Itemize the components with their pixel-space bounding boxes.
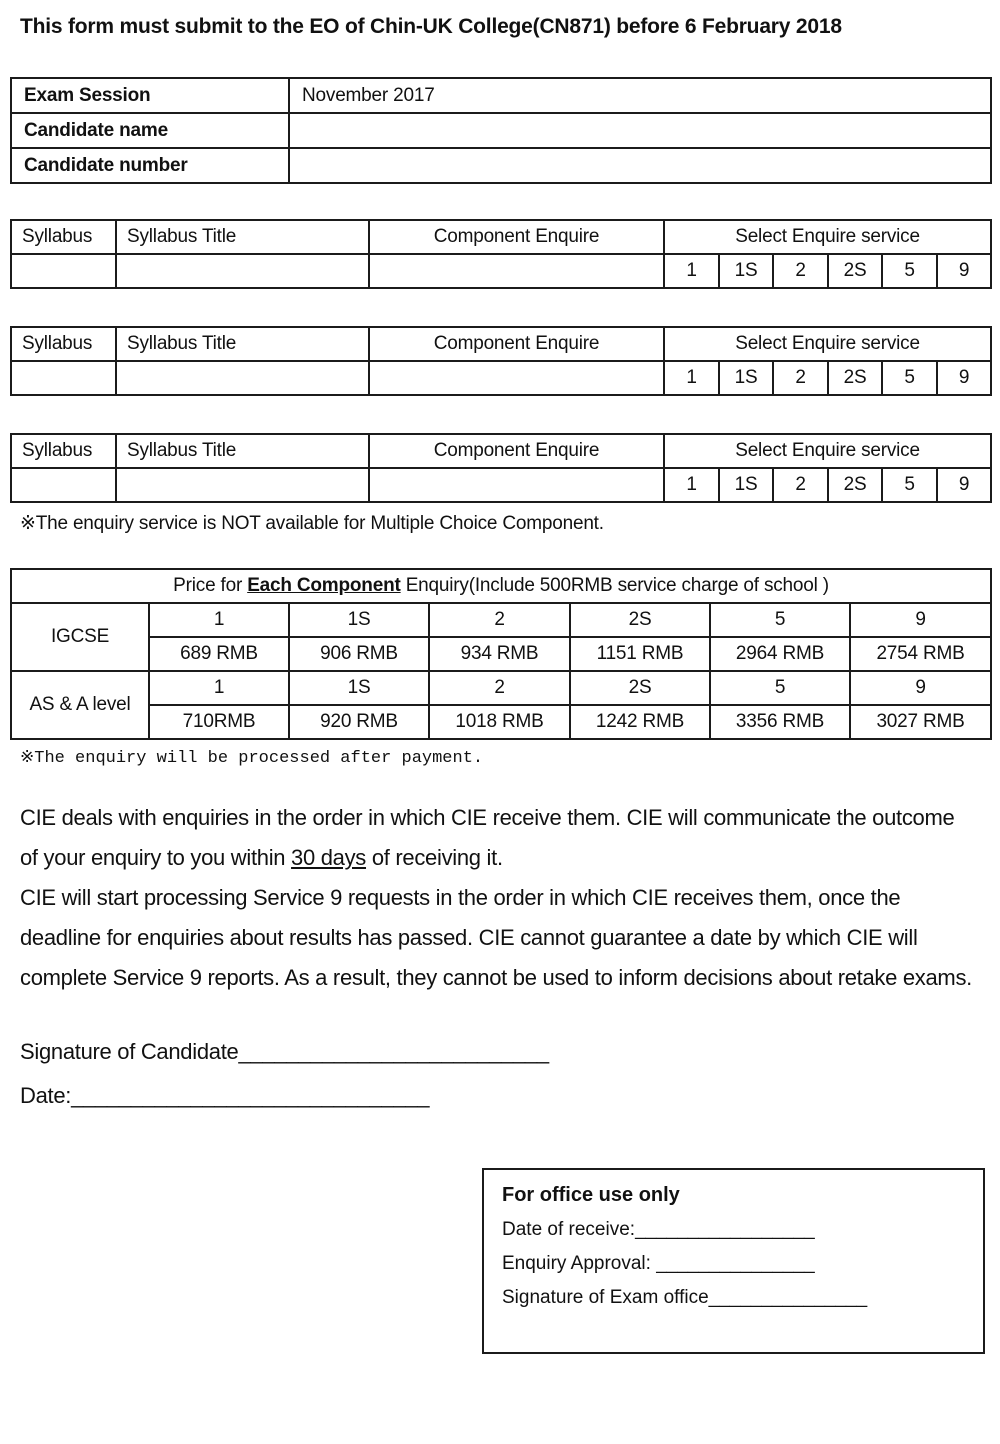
date-of-receive-blank[interactable]: _________________ [635, 1219, 815, 1240]
syllabus-title-col-header: Syllabus Title [116, 327, 369, 361]
component-enquire-col-header: Component Enquire [369, 327, 664, 361]
syllabus-title-col-header: Syllabus Title [116, 434, 369, 468]
candidate-number-field[interactable] [289, 148, 991, 183]
component-input-cell[interactable] [369, 468, 664, 502]
exam-session-value: November 2017 [289, 78, 991, 113]
table-row [11, 637, 991, 671]
igcse-label: IGCSE [11, 603, 149, 671]
signature-of-candidate-line [20, 1030, 980, 1074]
table-row [11, 468, 991, 502]
syllabus-input-cell[interactable] [11, 254, 116, 288]
table-row [11, 78, 991, 113]
service-code-cell[interactable]: 1 [664, 468, 719, 502]
price-table [10, 568, 992, 740]
page-title: This form must submit to the EO of Chin-UK College(CN871) before 6 February 2018 [20, 15, 842, 38]
service-code-cell[interactable]: 2S [828, 468, 882, 502]
multiple-choice-note: ※The enquiry service is NOT available for Multiple Choice Component. [20, 513, 604, 534]
table-row [11, 671, 991, 705]
syllabus-table-2 [10, 326, 992, 396]
service-code-cell[interactable]: 2S [828, 361, 882, 395]
service-code-cell[interactable]: 2S [828, 254, 882, 288]
table-row [11, 254, 991, 288]
payment-note: ※The enquiry will be processed after payment. [20, 749, 484, 768]
component-enquire-col-header: Component Enquire [369, 434, 664, 468]
syllabus-title-input-cell[interactable] [116, 254, 369, 288]
service-code-cell: 5 [710, 671, 850, 705]
component-enquire-col-header: Component Enquire [369, 220, 664, 254]
select-service-col-header: Select Enquire service [664, 327, 991, 361]
price-cell: 3027 RMB [850, 705, 991, 739]
price-cell: 2754 RMB [850, 637, 991, 671]
service-code-cell: 2 [429, 671, 570, 705]
syllabus-title-col-header: Syllabus Title [116, 220, 369, 254]
paragraph-1 [20, 798, 972, 878]
date-line [20, 1074, 980, 1118]
price-header-suffix: Enquiry(Include 500RMB service charge of school ) [400, 575, 829, 596]
service-code-cell[interactable]: 1S [719, 361, 773, 395]
service-code-cell[interactable]: 1 [664, 254, 719, 288]
service-code-cell: 9 [850, 603, 991, 637]
office-use-box [482, 1168, 985, 1354]
service-code-cell: 5 [710, 603, 850, 637]
paragraph-1-end: of receiving it. [366, 845, 503, 870]
signature-block [20, 1030, 980, 1118]
syllabus-col-header: Syllabus [11, 327, 116, 361]
candidate-name-label: Candidate name [11, 113, 289, 148]
price-cell: 1151 RMB [570, 637, 710, 671]
syllabus-col-header: Syllabus [11, 434, 116, 468]
table-row [11, 148, 991, 183]
service-code-cell[interactable]: 9 [937, 361, 991, 395]
price-cell: 2964 RMB [710, 637, 850, 671]
select-service-col-header: Select Enquire service [664, 434, 991, 468]
exam-session-label: Exam Session [11, 78, 289, 113]
paragraph-1-text: CIE deals with enquiries in the order in which CIE receive them. CIE will communicate the outcome of your enquiry to you within [20, 805, 955, 870]
paragraph-2: CIE will start processing Service 9 requests in the order in which CIE receives them, once the deadline for enquiries about results has passed. CIE cannot guarantee a date by which CIE will complete Service 9 reports. As a result, they cannot be used to inform decisions about retake exams. [20, 885, 972, 990]
price-table-header [11, 569, 991, 603]
price-cell: 920 RMB [289, 705, 429, 739]
table-row [11, 705, 991, 739]
service-code-cell[interactable]: 9 [937, 468, 991, 502]
candidate-info-table [10, 77, 992, 184]
price-cell: 689 RMB [149, 637, 289, 671]
service-code-cell[interactable]: 5 [882, 468, 937, 502]
office-box-title: For office use only [502, 1184, 680, 1206]
price-header-prefix: Price for [173, 575, 248, 596]
candidate-number-label: Candidate number [11, 148, 289, 183]
as-a-level-label: AS & A level [11, 671, 149, 739]
component-input-cell[interactable] [369, 254, 664, 288]
syllabus-title-input-cell[interactable] [116, 361, 369, 395]
service-code-cell[interactable]: 2 [773, 468, 828, 502]
service-code-cell: 2S [570, 603, 710, 637]
candidate-name-field[interactable] [289, 113, 991, 148]
table-row [11, 603, 991, 637]
table-row [11, 327, 991, 361]
service-code-cell[interactable]: 2 [773, 254, 828, 288]
service-code-cell[interactable]: 1S [719, 468, 773, 502]
price-header-emphasis: Each Component [247, 575, 401, 596]
service-code-cell: 1S [289, 671, 429, 705]
service-code-cell: 2S [570, 671, 710, 705]
component-input-cell[interactable] [369, 361, 664, 395]
signature-exam-office-blank[interactable]: _______________ [708, 1287, 868, 1308]
enquiry-approval-label: Enquiry Approval: [502, 1253, 657, 1274]
date-blank-line[interactable]: ______________________________ [71, 1083, 430, 1108]
signature-exam-office-row [502, 1287, 965, 1309]
signature-label: Signature of Candidate [20, 1039, 239, 1064]
signature-blank-line[interactable]: __________________________ [238, 1039, 549, 1064]
table-row [11, 220, 991, 254]
service-code-cell[interactable]: 1S [719, 254, 773, 288]
service-code-cell[interactable]: 9 [937, 254, 991, 288]
service-code-cell[interactable]: 1 [664, 361, 719, 395]
enquiry-approval-row [502, 1253, 965, 1275]
syllabus-title-input-cell[interactable] [116, 468, 369, 502]
table-row [11, 434, 991, 468]
enquiry-approval-blank[interactable]: _______________ [656, 1253, 815, 1274]
date-label: Date: [20, 1083, 72, 1108]
price-cell: 3356 RMB [710, 705, 850, 739]
service-code-cell[interactable]: 2 [773, 361, 828, 395]
price-cell: 906 RMB [289, 637, 429, 671]
service-code-cell: 2 [429, 603, 570, 637]
service-code-cell: 9 [850, 671, 991, 705]
date-of-receive-row [502, 1219, 965, 1241]
table-row [11, 361, 991, 395]
syllabus-table-1 [10, 219, 992, 289]
service-code-cell[interactable]: 5 [882, 254, 937, 288]
price-cell: 1018 RMB [429, 705, 570, 739]
thirty-days-underline: 30 days [291, 845, 367, 870]
service-code-cell[interactable]: 5 [882, 361, 937, 395]
price-cell: 934 RMB [429, 637, 570, 671]
service-code-cell: 1 [149, 671, 289, 705]
syllabus-table-3 [10, 433, 992, 503]
table-row [11, 113, 991, 148]
select-service-col-header: Select Enquire service [664, 220, 991, 254]
price-cell: 1242 RMB [570, 705, 710, 739]
cie-info-text [20, 798, 972, 998]
syllabus-input-cell[interactable] [11, 361, 116, 395]
table-row [11, 569, 991, 603]
syllabus-input-cell[interactable] [11, 468, 116, 502]
service-code-cell: 1S [289, 603, 429, 637]
service-code-cell: 1 [149, 603, 289, 637]
date-of-receive-label: Date of receive: [502, 1219, 636, 1240]
price-cell: 710RMB [149, 705, 289, 739]
signature-exam-office-label: Signature of Exam office [502, 1287, 709, 1308]
syllabus-col-header: Syllabus [11, 220, 116, 254]
